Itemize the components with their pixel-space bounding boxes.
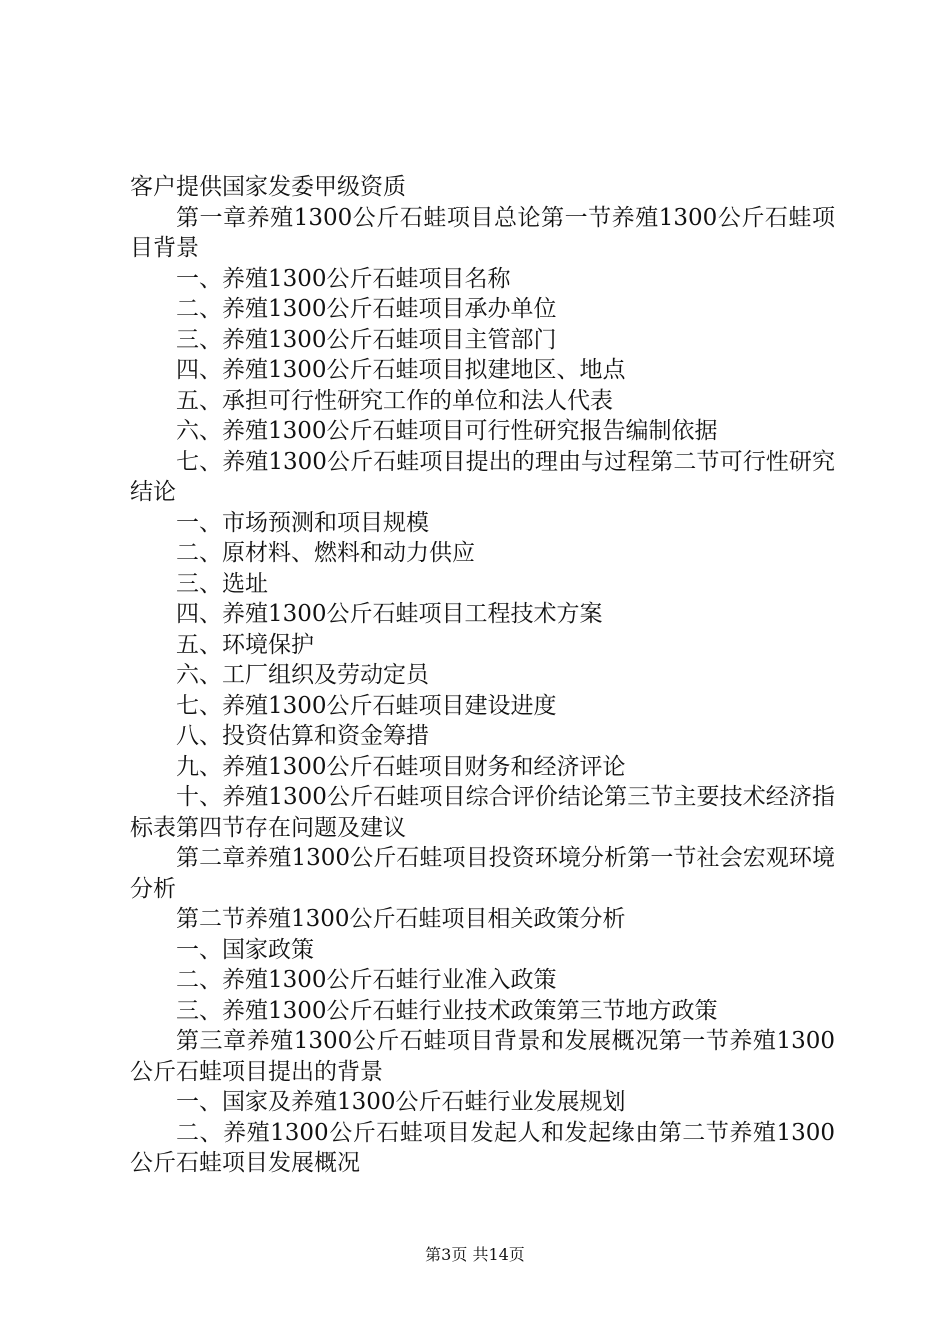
list-item: 四、养殖1300公斤石蛙项目拟建地区、地点 [176,357,626,383]
list-item: 二、原材料、燃料和动力供应 [176,540,475,566]
list-item: 二、养殖1300公斤石蛙项目发起人和发起缘由第二节养殖1300公斤石蛙项目发展概况 [130,1119,835,1176]
list-item: 五、承担可行性研究工作的单位和法人代表 [176,387,613,414]
list-item: 六、养殖1300公斤石蛙项目可行性研究报告编制依据 [176,418,718,444]
page-number: 第3页 共14页 [425,1245,525,1264]
chapter-heading: 第三章养殖1300公斤石蛙项目背景和发展概况第一节养殖1300公斤石蛙项目提出的背景 [130,1028,835,1085]
list-item: 二、养殖1300公斤石蛙项目承办单位 [176,296,557,322]
list-item: 一、市场预测和项目规模 [176,509,429,536]
chapter-heading: 第二章养殖1300公斤石蛙项目投资环境分析第一节社会宏观环境分析 [130,845,835,902]
list-item: 一、国家及养殖1300公斤石蛙行业发展规划 [176,1089,626,1115]
list-item: 六、工厂组织及劳动定员 [176,662,429,688]
list-item: 七、养殖1300公斤石蛙项目建设进度 [176,692,557,719]
document-body [130,172,835,1179]
list-item: 三、养殖1300公斤石蛙行业技术政策第三节地方政策 [176,997,718,1024]
list-item: 九、养殖1300公斤石蛙项目财务和经济评论 [176,753,626,780]
list-item: 一、国家政策 [176,936,314,963]
list-item: 三、养殖1300公斤石蛙项目主管部门 [176,326,557,353]
list-item: 五、环境保护 [176,631,314,658]
list-item: 十、养殖1300公斤石蛙项目综合评价结论第三节主要技术经济指标表第四节存在问题及建议 [130,784,835,841]
list-item: 三、选址 [176,570,268,597]
list-item: 四、养殖1300公斤石蛙项目工程技术方案 [176,601,603,627]
list-item: 二、养殖1300公斤石蛙行业准入政策 [176,967,557,993]
list-item: 七、养殖1300公斤石蛙项目提出的理由与过程第二节可行性研究结论 [130,448,835,505]
chapter-heading: 第一章养殖1300公斤石蛙项目总论第一节养殖1300公斤石蛙项目背景 [130,204,835,261]
list-item: 一、养殖1300公斤石蛙项目名称 [176,265,511,292]
paragraph: 客户提供国家发委甲级资质 [130,174,406,200]
section-heading: 第二节养殖1300公斤石蛙项目相关政策分析 [176,906,626,932]
list-item: 八、投资估算和资金筹措 [176,723,429,749]
